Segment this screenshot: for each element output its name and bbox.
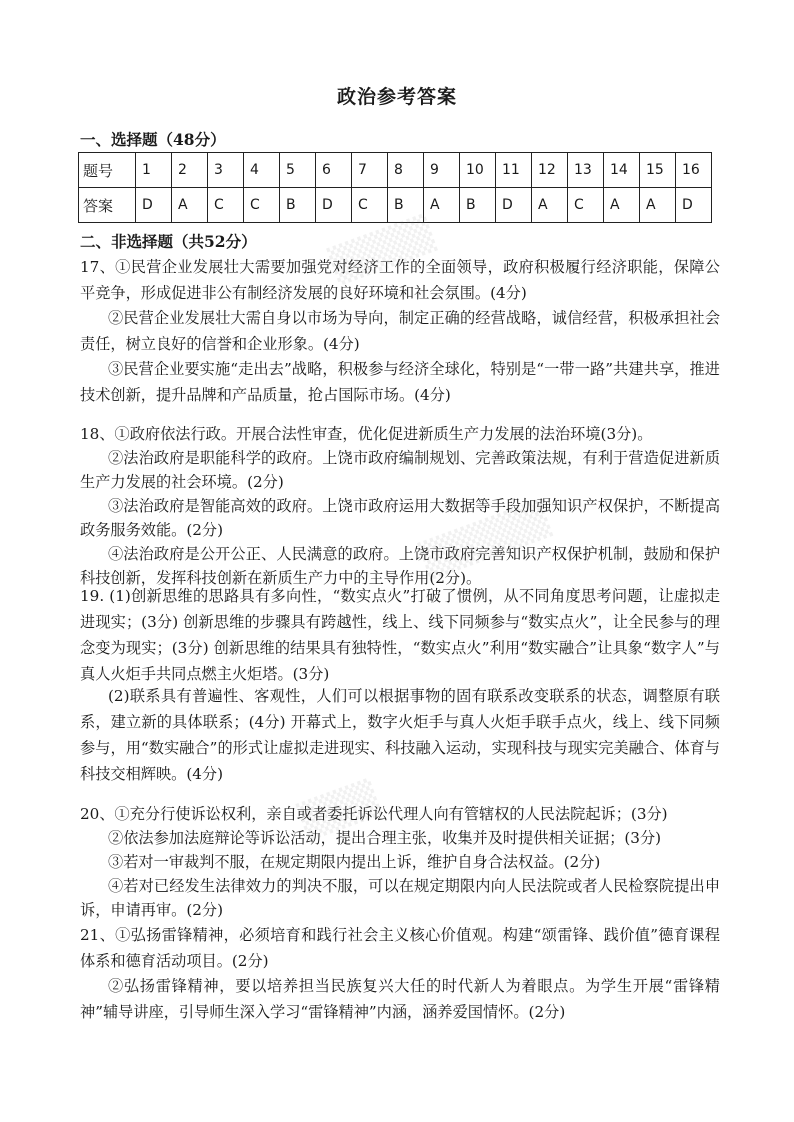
section-2-heading: 二、非选择题（共52分） (80, 232, 257, 251)
question-number: 14 (604, 153, 640, 188)
q18-point-4: ④法治政府是公开公正、人民满意的政府。上饶市政府完善知识产权保护机制，鼓励和保护科技创新，发挥科技创新在新质生产力中的主导作用(2分)。 (80, 545, 720, 587)
answer-cell: B (460, 188, 496, 223)
answer-cell: C (352, 188, 388, 223)
answer-cell: B (280, 188, 316, 223)
watermark-mark: ▒▒▒▒ (326, 213, 439, 287)
question-number-row (79, 153, 712, 188)
question-number: 1 (136, 153, 172, 188)
answer-table (78, 152, 712, 223)
answer-cell: A (532, 188, 568, 223)
question-number: 3 (208, 153, 244, 188)
question-number: 4 (244, 153, 280, 188)
q17-point-1: 17、①民营企业发展壮大需要加强党对经济工作的全面领导，政府积极履行经济职能，保障公平竞争，形成促进非公有制经济发展的良好环境和社会氛围。(4分) (80, 258, 720, 302)
q20-point-1: 20、①充分行使诉讼权利，亲自或者委托诉讼代理人向有管辖权的人民法院起诉；(3分) (80, 805, 668, 823)
question-number: 12 (532, 153, 568, 188)
question-number: 15 (640, 153, 676, 188)
question-number: 10 (460, 153, 496, 188)
question-number: 13 (568, 153, 604, 188)
answer-cell: A (604, 188, 640, 223)
q20-point-2: ②依法参加法庭辩论等诉讼活动，提出合理主张，收集并及时提供相关证据；(3分) (108, 829, 662, 847)
answer-cell: C (208, 188, 244, 223)
q19-part-2: (2)联系具有普遍性、客观性，人们可以根据事物的固有联系改变联系的状态，调整原有联系，建立新的具体联系；(4分) 开幕式上，数字火炬手与真人火炬手联手点火，线上、线下同频参与，用“数实融合”的形式让虚拟走进现实、科技融入运动，实现科技与现实完美融合、体育与科技交相辉映。(4分) (80, 687, 720, 783)
answer-cell: D (496, 188, 532, 223)
question-number: 6 (316, 153, 352, 188)
question-number: 5 (280, 153, 316, 188)
answer-row (79, 188, 712, 223)
section-1-heading: 一、选择题（48分） (80, 130, 226, 149)
question-number: 7 (352, 153, 388, 188)
row-label-answer: 答案 (79, 188, 136, 223)
q19-part-1: 19. (1)创新思维的思路具有多向性，“数实点火”打破了惯例，从不同角度思考问题，让虚拟走进现实；(3分) 创新思维的步骤具有跨越性，线上、线下同频参与“数实点火”，让全民参与的理念变为现实；(3分) 创新思维的结果具有独特性，“数实点火”利用“数实融合”让具象“数字人”与真人火炬手共同点燃主火炬塔。(3分) (80, 587, 720, 683)
question-number: 2 (172, 153, 208, 188)
q20-point-3: ③若对一审裁判不服，在规定期限内提出上诉，维护自身合法权益。(2分) (108, 853, 601, 871)
q18-point-3: ③法治政府是智能高效的政府。上饶市政府运用大数据等手段加强知识产权保护，不断提高政务服务效能。(2分) (80, 497, 720, 539)
page-title: 政治参考答案 (336, 86, 457, 108)
answer-cell: D (316, 188, 352, 223)
q21-point-1: 21、①弘扬雷锋精神，必须培育和践行社会主义核心价值观。构建“颂雷锋、践价值”德育课程体系和德育活动项目。(2分) (80, 926, 720, 970)
watermark-mark: ▒▒▒ (295, 777, 383, 843)
answer-cell: D (136, 188, 172, 223)
answer-cell: A (640, 188, 676, 223)
q18-point-1: 18、①政府依法行政。开展合法性审查，优化促进新质生产力发展的法治环境(3分)。 (80, 425, 653, 443)
watermark-mark: ▒▒▒▒▒ (417, 498, 554, 582)
question-number: 9 (424, 153, 460, 188)
answer-cell: A (424, 188, 460, 223)
answer-cell: A (172, 188, 208, 223)
row-label-question: 题号 (79, 153, 136, 188)
q18-point-2: ②法治政府是职能科学的政府。上饶市政府编制规划、完善政策法规，有利于营造促进新质生产力发展的社会环境。(2分) (80, 449, 720, 491)
answer-cell: C (568, 188, 604, 223)
answer-cell: D (676, 188, 712, 223)
question-number: 11 (496, 153, 532, 188)
q20-point-4: ④若对已经发生法律效力的判决不服，可以在规定期限内向人民法院或者人民检察院提出申诉，申请再审。(2分) (80, 877, 720, 919)
question-number: 8 (388, 153, 424, 188)
q17-point-3: ③民营企业要实施“走出去”战略，积极参与经济全球化，特别是“一带一路”共建共享，推进技术创新，提升品牌和产品质量，抢占国际市场。(4分) (80, 360, 720, 404)
q17-point-2: ②民营企业发展壮大需自身以市场为导向，制定正确的经营战略，诚信经营，积极承担社会责任，树立良好的信誉和企业形象。(4分) (80, 309, 720, 353)
answer-cell: B (388, 188, 424, 223)
q21-point-2: ②弘扬雷锋精神，要以培养担当民族复兴大任的时代新人为着眼点。为学生开展“雷锋精神”辅导讲座，引导师生深入学习“雷锋精神”内涵，涵养爱国情怀。(2分) (80, 977, 720, 1021)
question-number: 16 (676, 153, 712, 188)
answer-cell: C (244, 188, 280, 223)
